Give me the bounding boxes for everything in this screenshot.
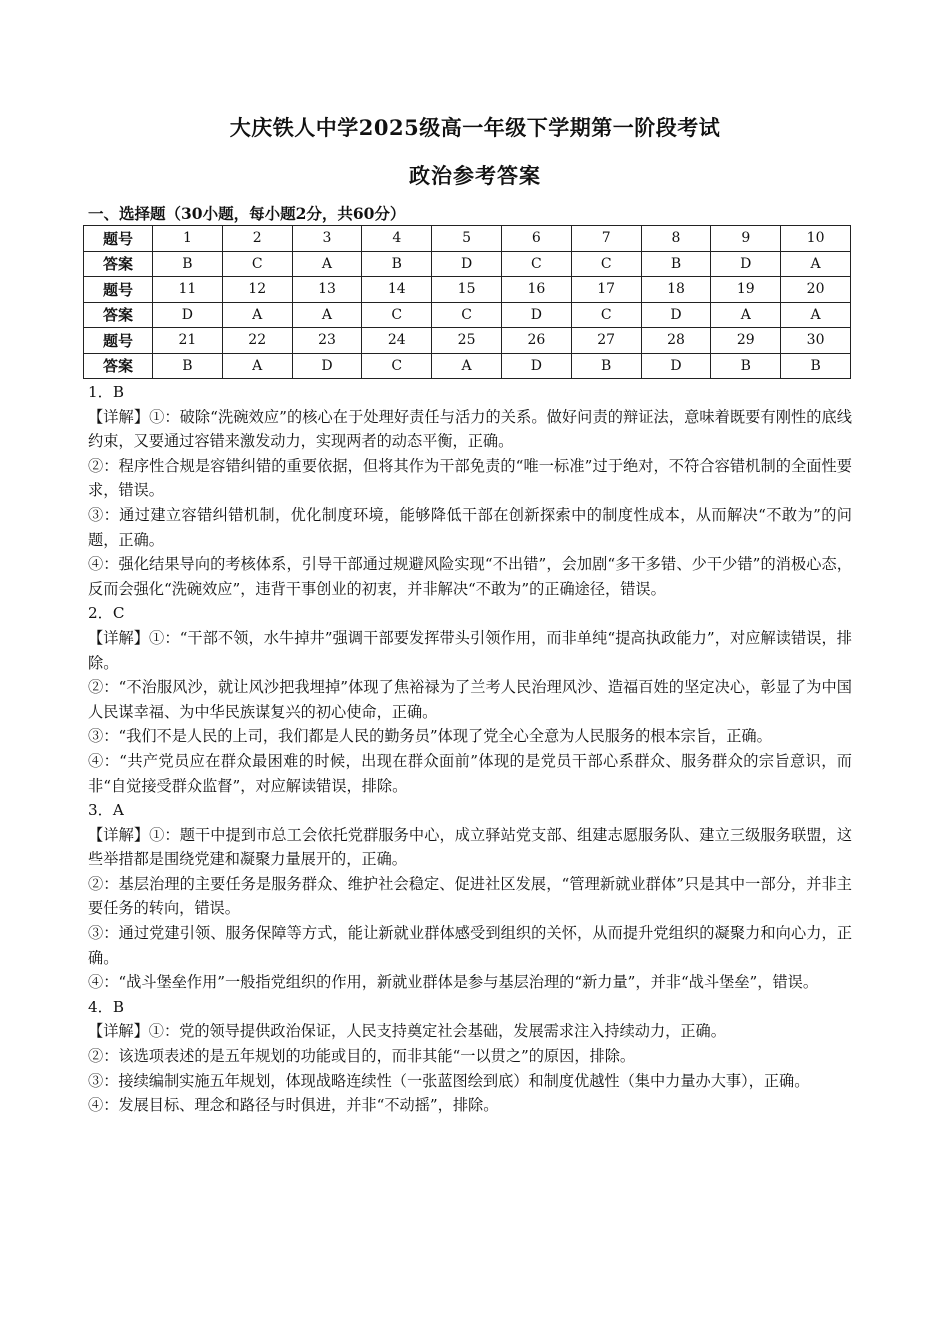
question-number-cell: 11 <box>153 277 223 303</box>
explanation-paragraph: ④：强化结果导向的考核体系，引导干部通过规避风险实现“不出错”，会加剧“多干多错、少干少错”的消极心态，反而会强化“洗碗效应”，违背干事创业的初衷，并非解决“不敢为”的正确途径，错误。 <box>88 555 852 598</box>
answer-cell: D <box>292 353 362 379</box>
question-number-cell: 27 <box>571 328 641 354</box>
explanation-paragraph: ④：发展目标、理念和路径与时俱进，并非“不动摇”，排除。 <box>88 1096 499 1115</box>
explanation-paragraph: ②：“不治服风沙，就让风沙把我埋掉”体现了焦裕禄为了兰考人民治理风沙、造福百姓的坚定决心，彰显了为中国人民谋幸福、为中华民族谋复兴的初心使命，正确。 <box>88 678 852 721</box>
explanation-paragraph: ③：“我们不是人民的上司，我们都是人民的勤务员”体现了党全心全意为人民服务的根本宗旨，正确。 <box>88 727 772 746</box>
question-answer-heading: 3．A <box>88 801 124 820</box>
explanation-paragraph: ③：通过党建引领、服务保障等方式，能让新就业群体感受到组织的关怀，从而提升党组织的凝聚力和向心力，正确。 <box>88 924 852 967</box>
explanations <box>88 380 852 1118</box>
answer-cell: A <box>222 302 292 328</box>
table-row <box>84 302 851 328</box>
answer-cell: D <box>501 302 571 328</box>
row-label: 答案 <box>84 353 153 379</box>
table-row <box>84 251 851 277</box>
answer-cell: B <box>153 251 223 277</box>
explanation-paragraph: ④：“战斗堡垒作用”一般指党组织的作用，新就业群体是参与基层治理的“新力量”，并非“战斗堡垒”，错误。 <box>88 973 819 992</box>
table-row <box>84 226 851 252</box>
question-number-cell: 16 <box>501 277 571 303</box>
table-row <box>84 277 851 303</box>
answer-cell: A <box>781 251 851 277</box>
explanation-paragraph: ④：“共产党员应在群众最困难的时候，出现在群众面前”体现的是党员干部心系群众、服务群众的宗旨意识，而非“自觉接受群众监督”，对应解读错误，排除。 <box>88 751 852 795</box>
answer-cell: C <box>362 353 432 379</box>
question-number-cell: 4 <box>362 226 432 252</box>
question-number-cell: 10 <box>781 226 851 252</box>
answer-cell: C <box>501 251 571 277</box>
question-number-cell: 13 <box>292 277 362 303</box>
answer-cell: A <box>292 302 362 328</box>
question-number-cell: 22 <box>222 328 292 354</box>
answer-cell: D <box>501 353 571 379</box>
question-number-cell: 15 <box>432 277 502 303</box>
question-answer-heading: 1．B <box>88 383 125 401</box>
document-title: 大庆铁人中学2025级高一年级下学期第一阶段考试 <box>229 115 721 140</box>
answer-cell: A <box>292 251 362 277</box>
question-number-cell: 18 <box>641 277 711 303</box>
explanation-paragraph: 【详解】①：“干部不领，水牛掉井”强调干部要发挥带头引领作用，而非单纯“提高执政能力”，对应解读错误，排除。 <box>88 628 852 672</box>
answer-cell: D <box>641 302 711 328</box>
answer-cell: D <box>641 353 711 379</box>
row-label: 题号 <box>84 277 153 303</box>
explanation-paragraph: 【详解】①：党的领导提供政治保证，人民支持奠定社会基础，发展需求注入持续动力，正确。 <box>88 1022 726 1041</box>
answer-cell: D <box>153 302 223 328</box>
question-number-cell: 20 <box>781 277 851 303</box>
table-row <box>84 353 851 379</box>
row-label: 答案 <box>84 251 153 277</box>
answer-cell: C <box>432 302 502 328</box>
question-number-cell: 6 <box>501 226 571 252</box>
table-row <box>84 328 851 354</box>
row-label: 题号 <box>84 328 153 354</box>
question-number-cell: 26 <box>501 328 571 354</box>
question-number-cell: 28 <box>641 328 711 354</box>
question-number-cell: 23 <box>292 328 362 354</box>
question-number-cell: 25 <box>432 328 502 354</box>
answer-cell: C <box>222 251 292 277</box>
question-answer-heading: 2．C <box>88 604 125 623</box>
explanation-paragraph: ③：接续编制实施五年规划，体现战略连续性（一张蓝图绘到底）和制度优越性（集中力量办大事），正确。 <box>88 1071 810 1090</box>
answer-cell: B <box>362 251 432 277</box>
question-number-cell: 9 <box>711 226 781 252</box>
answer-table <box>83 225 851 379</box>
question-answer-heading: 4．B <box>88 997 125 1016</box>
question-number-cell: 30 <box>781 328 851 354</box>
answer-cell: D <box>432 251 502 277</box>
question-number-cell: 29 <box>711 328 781 354</box>
question-number-cell: 21 <box>153 328 223 354</box>
explanation-paragraph: 【详解】①：破除“洗碗效应”的核心在于处理好责任与活力的关系。做好问责的辩证法，意味着既要有刚性的底线约束，又要通过容错来激发动力，实现两者的动态平衡，正确。 <box>88 407 852 451</box>
question-number-cell: 3 <box>292 226 362 252</box>
answer-cell: A <box>432 353 502 379</box>
answer-cell: A <box>711 302 781 328</box>
explanation-paragraph: 【详解】①：题干中提到市总工会依托党群服务中心，成立驿站党支部、组建志愿服务队、建立三级服务联盟，这些举措都是围绕党建和凝聚力量展开的，正确。 <box>88 825 852 869</box>
question-number-cell: 7 <box>571 226 641 252</box>
answer-cell: A <box>781 302 851 328</box>
answer-cell: B <box>571 353 641 379</box>
explanation-paragraph: ③：通过建立容错纠错机制，优化制度环境，能够降低干部在创新探索中的制度性成本，从而解决“不敢为”的问题，正确。 <box>88 505 852 549</box>
answer-cell: B <box>153 353 223 379</box>
answer-cell: B <box>641 251 711 277</box>
answer-cell: C <box>571 302 641 328</box>
question-number-cell: 1 <box>153 226 223 252</box>
answer-cell: C <box>362 302 432 328</box>
answer-cell: B <box>711 353 781 379</box>
answer-cell: D <box>711 251 781 277</box>
explanation-paragraph: ②：程序性合规是容错纠错的重要依据，但将其作为干部免责的“唯一标准”过于绝对，不符合容错机制的全面性要求，错误。 <box>88 456 852 500</box>
section-title: 一、选择题（30小题，每小题2分，共60分） <box>88 204 406 223</box>
row-label: 答案 <box>84 302 153 328</box>
document-subtitle: 政治参考答案 <box>409 163 541 188</box>
answer-cell: A <box>222 353 292 379</box>
explanation-paragraph: ②：该选项表述的是五年规划的功能或目的，而非其能“一以贯之”的原因，排除。 <box>88 1047 636 1066</box>
question-number-cell: 5 <box>432 226 502 252</box>
question-number-cell: 8 <box>641 226 711 252</box>
question-number-cell: 12 <box>222 277 292 303</box>
question-number-cell: 19 <box>711 277 781 303</box>
question-number-cell: 2 <box>222 226 292 252</box>
explanation-paragraph: ②：基层治理的主要任务是服务群众、维护社会稳定、促进社区发展，“管理新就业群体”只是其中一部分，并非主要任务的转向，错误。 <box>88 874 852 918</box>
question-number-cell: 17 <box>571 277 641 303</box>
row-label: 题号 <box>84 226 153 252</box>
question-number-cell: 14 <box>362 277 432 303</box>
answer-cell: B <box>781 353 851 379</box>
question-number-cell: 24 <box>362 328 432 354</box>
answer-cell: C <box>571 251 641 277</box>
